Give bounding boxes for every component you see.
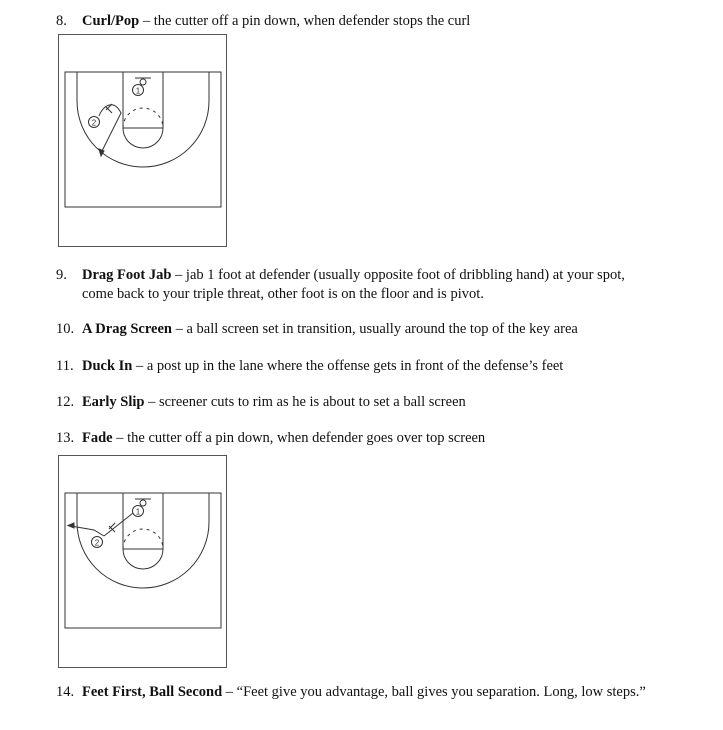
entry-term: Curl/Pop (82, 13, 140, 29)
free-throw-circle-dashed (123, 529, 163, 549)
entry-term: Early Slip (82, 394, 145, 410)
entry-term: Duck In (82, 358, 133, 374)
entry-number: 8. (56, 13, 67, 29)
entry-number: 10. (56, 321, 75, 337)
entry-text (82, 683, 662, 702)
curl-pop-cut-path (99, 105, 121, 153)
entry-description: – the cutter off a pin down, when defender goes over top screen (112, 430, 486, 446)
player-1 (133, 85, 144, 96)
player-1 (133, 506, 144, 517)
entry-description: – jab 1 foot at defender (usually opposite foot of dribbling hand) at your spot, come back to your triple threat, other foot is on the floor and is pivot. (82, 267, 625, 302)
arrow-head (99, 149, 104, 156)
entry-text (82, 393, 682, 412)
entry-term: Feet First, Ball Second (82, 684, 223, 700)
player-2-label: 2 (91, 118, 97, 128)
entry-text (82, 429, 682, 448)
player-2 (89, 117, 100, 128)
player-1-label: 1 (135, 86, 141, 96)
free-throw-circle-dashed (123, 108, 163, 128)
entry-number: 11. (56, 358, 74, 374)
rim (140, 500, 146, 506)
entry-text (82, 320, 682, 339)
entry-text (82, 12, 682, 31)
entry-term: Fade (82, 430, 113, 446)
entry-description: – a post up in the lane where the offense gets in front of the defense’s feet (132, 358, 564, 374)
free-throw-circle-solid (123, 549, 163, 569)
screen-path (104, 513, 133, 536)
entry-number: 13. (56, 430, 75, 446)
player-2 (92, 537, 103, 548)
entry-description: – a ball screen set in transition, usually around the top of the key area (171, 321, 578, 337)
court-diagram-fade (58, 455, 227, 668)
free-throw-circle-solid (123, 128, 163, 148)
entry-number: 14. (56, 684, 75, 700)
entry-number: 12. (56, 394, 75, 410)
entry-term: A Drag Screen (82, 321, 172, 337)
entry-text (82, 266, 652, 304)
entry-description: – screener cuts to rim as he is about to set a ball screen (144, 394, 466, 410)
lane (123, 72, 163, 128)
court-diagram-curl-pop (58, 34, 227, 247)
entry-description: – the cutter off a pin down, when defender stops the curl (139, 13, 471, 29)
arrow-head (68, 523, 74, 528)
lane (123, 493, 163, 549)
entry-term: Drag Foot Jab (82, 267, 172, 283)
player-1-label: 1 (135, 507, 141, 517)
player-2-label: 2 (94, 538, 100, 548)
entry-text (82, 357, 682, 376)
entry-description: – “Feet give you advantage, ball gives you separation. Long, low steps.” (222, 684, 646, 700)
fade-cut-path (71, 526, 104, 536)
half-court-svg (59, 35, 228, 248)
rim (140, 79, 146, 85)
half-court-svg (59, 456, 228, 669)
entry-number: 9. (56, 267, 67, 283)
